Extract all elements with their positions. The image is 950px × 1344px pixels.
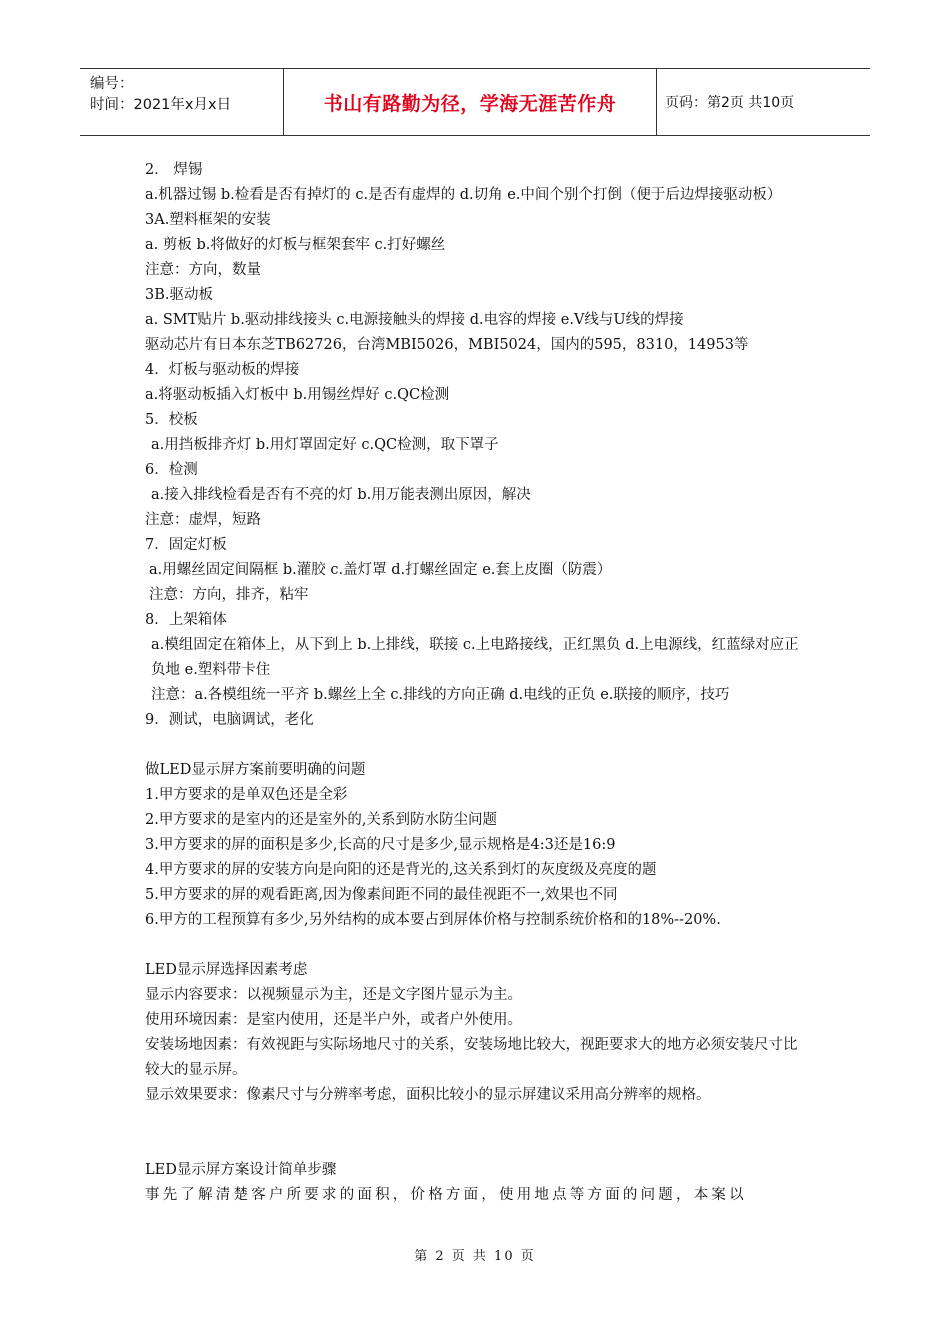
section-heading: 3B.驱动板 [145,287,213,303]
section-heading: 3A.塑料框架的安装 [145,212,271,228]
body-line: 使用环境因素：是室内使用，还是半户外，或者户外使用。 [145,1012,522,1028]
list-item: 6.甲方的工程预算有多少,另外结构的成本要占到屏体价格与控制系统价格和的18%--20%. [145,912,721,928]
body-paragraph: a.模组固定在箱体上，从下到上 b.上排线，联接 c.上电路接线，正红黑负 d.上电源线，红蓝绿对应正负地 e.塑料带卡住 [151,637,799,678]
body-paragraph: a.机器过锡 b.检看是否有掉灯的 c.是否有虚焊的 d.切角 e.中间个别个打倒（便于后边焊接驱动板） [145,187,782,203]
spacer [145,733,810,758]
list-item: 5.甲方要求的屏的观看距离,因为像素间距不同的最佳视距不一,效果也不同 [145,887,618,903]
list-item: 4.甲方要求的屏的安装方向是向阳的还是背光的,这关系到灯的灰度级及亮度的题 [145,862,657,878]
body-line: 显示效果要求：像素尺寸与分辨率考虑，面积比较小的显示屏建议采用高分辨率的规格。 [145,1087,711,1103]
document-body [145,158,810,1208]
section-heading: LED显示屏选择因素考虑 [145,962,308,978]
note-line: 注意：a.各模组统一平齐 b.螺丝上全 c.排线的方向正确 d.电线的正负 e.联接的顺序，技巧 [151,687,730,703]
list-item: 1.甲方要求的是单双色还是全彩 [145,787,348,803]
section-heading: 8．上架箱体 [145,612,227,628]
note-line: 注意：虚焊，短路 [145,512,261,528]
section-heading: 7．固定灯板 [145,537,227,553]
list-item: 2.甲方要求的是室内的还是室外的,关系到防水防尘问题 [145,812,497,828]
page-footer: 第 2 页 共 10 页 [414,1249,536,1264]
header-page-info: 页码：第2页 共10页 [665,95,795,111]
header-meta [80,69,283,135]
body-line: 显示内容要求：以视频显示为主，还是文字图片显示为主。 [145,987,522,1003]
doc-number-label: 编号： [90,76,134,92]
body-line: 驱动芯片有日本东芝TB62726，台湾MBI5026，MBI5024，国内的595，8310，14953等 [145,337,749,353]
section-heading: 6．检测 [145,462,198,478]
body-line: a.用螺丝固定间隔框 b.灌胶 c.盖灯罩 d.打螺丝固定 e.套上皮圈（防震） [149,562,612,578]
note-line: 注意：方向，数量 [145,262,261,278]
spacer [145,1108,810,1158]
body-line: a.用挡板排齐灯 b.用灯罩固定好 c.QC检测，取下罩子 [151,437,499,453]
section-heading: 2． 焊锡 [145,162,203,178]
doc-time-label: 时间：2021年x月x日 [90,97,232,113]
note-line: 注意：方向，排齐，粘牢 [149,587,309,603]
body-line: a.将驱动板插入灯板中 b.用锡丝焊好 c.QC检测 [145,387,450,403]
body-line: a.接入排线检看是否有不亮的灯 b.用万能表测出原因，解决 [151,487,531,503]
body-line: a. 剪板 b.将做好的灯板与框架套牢 c.打好螺丝 [145,237,446,253]
section-heading: 做LED显示屏方案前要明确的问题 [145,762,366,778]
section-heading: 4．灯板与驱动板的焊接 [145,362,300,378]
page-header [80,68,870,136]
body-paragraph: 安装场地因素：有效视距与实际场地尺寸的关系，安装场地比较大，视距要求大的地方必须安装尺寸比较大的显示屏。 [145,1037,798,1078]
section-heading: 5．校板 [145,412,198,428]
body-line: 事先了解清楚客户所要求的面积，价格方面，使用地点等方面的问题，本案以 [145,1187,747,1203]
section-heading: 9．测试，电脑调试，老化 [145,712,314,728]
spacer [145,933,810,958]
list-item: 3.甲方要求的屏的面积是多少,长高的尺寸是多少,显示规格是4:3还是16:9 [145,837,616,853]
header-motto: 书山有路勤为径，学海无涯苦作舟 [283,69,657,135]
body-line: a. SMT贴片 b.驱动排线接头 c.电源接触头的焊接 d.电容的焊接 e.V线与U线的焊接 [145,312,684,328]
section-heading: LED显示屏方案设计简单步骤 [145,1162,337,1178]
